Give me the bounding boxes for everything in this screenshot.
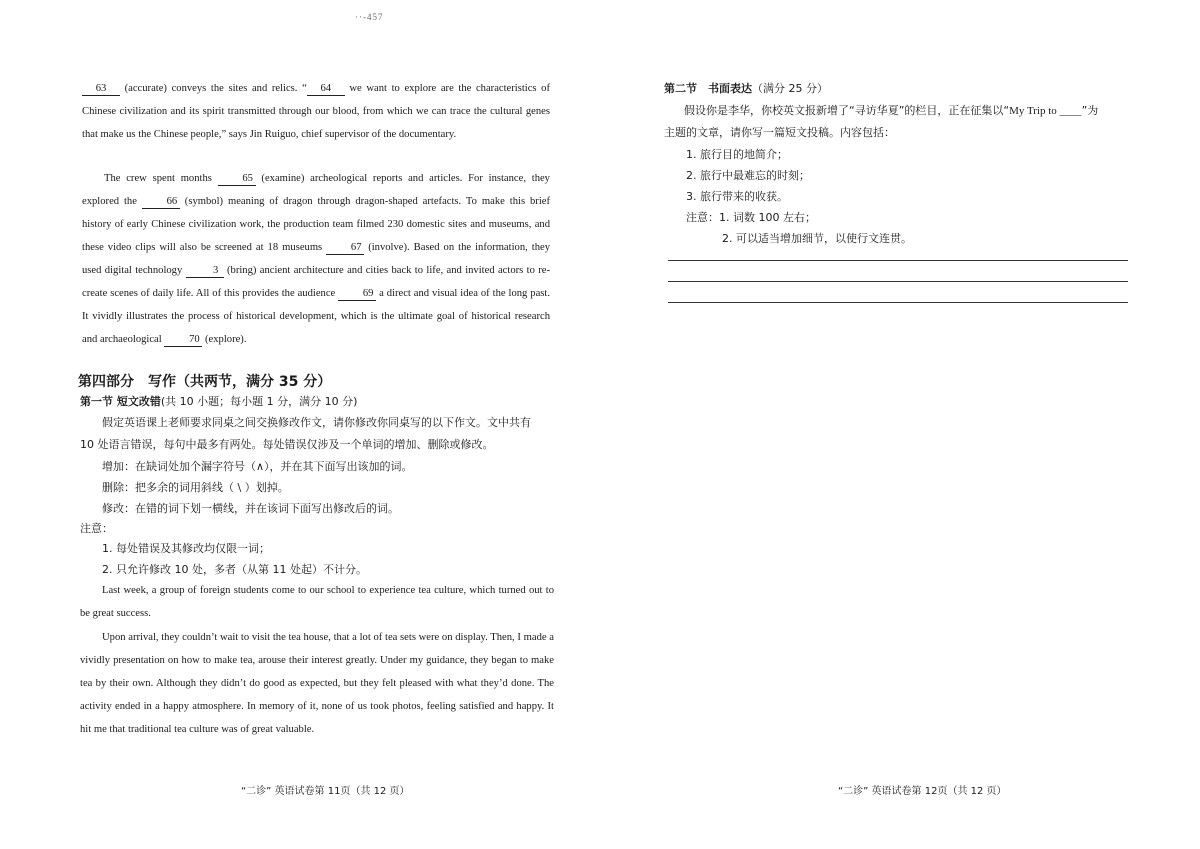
blank-70: 70 — [164, 334, 202, 347]
blank-66: 66 — [142, 196, 180, 209]
writing-note-2: 2. 可以适当增加细节，以使行文连贯。 — [722, 232, 912, 245]
section1-intro-line2: 10 处语言错误，每句中最多有两处。每处错误仅涉及一个单词的增加、删除或修改。 — [80, 438, 494, 451]
passage-paragraph-1: 63 (accurate) conveys the sites and relics. “ 64 we want to explore are the characteristics of Chinese civilization and its spirit transmitted through our blood, from which we can trace the cultural genes that make us the Chinese people,” says Jin Ruiguo, chief supervisor of the documentary. — [82, 83, 551, 140]
rule-add: 增加：在缺词处加个漏字符号（∧），并在其下面写出该加的词。 — [102, 460, 413, 473]
essay-paragraph-1: Last week, a group of foreign students come to our school to experience tea culture, which turned out to be great success. — [80, 585, 554, 619]
note-2: 2. 只允许修改 10 处，多者（从第 11 处起）不计分。 — [102, 563, 367, 576]
blank-68: 3 — [186, 265, 224, 278]
content-item-3: 3. 旅行带来的收获。 — [686, 190, 788, 203]
section2-title: 第二节 书面表达（满分 25 分） — [664, 82, 828, 95]
content-item-1: 1. 旅行目的地简介； — [686, 148, 788, 161]
section2-intro-line2: 主题的文章，请你写一篇短文投稿。内容包括： — [664, 126, 895, 139]
top-page-mark: ··-457 — [355, 12, 384, 22]
blank-65: 65 — [218, 173, 256, 186]
content-item-2: 2. 旅行中最难忘的时刻； — [686, 169, 810, 182]
answer-line-3 — [668, 302, 1128, 303]
blank-69: 69 — [338, 288, 376, 301]
passage-paragraph-2: The crew spent months 65 (examine) archeological reports and articles. For instance, they explored the 66 (symbol) meaning of dragon through dragon-shaped artefacts. To make this brief history of early Chinese civilization work, the production team filmed 230 domestic sites and museums, and these video clips will also be screened at 18 museums 67 (involve). Based on the information, they used digital technology 3 (bring) ancient architecture and cities back to life, and invited actors to re-create scenes of daily life. All of this provides the audience 69 a direct and visual idea of the long past. It vividly illustrates the process of historical development, which is the ultimate goal of historical research and archaeological 70 (explore). — [82, 173, 551, 345]
section1-intro-line1: 假定英语课上老师要求同桌之间交换修改作文，请你修改你同桌写的以下作文。文中共有 — [102, 416, 531, 429]
blank-63: 63 — [82, 83, 120, 96]
right-page — [600, 0, 1200, 849]
answer-line-2 — [668, 281, 1128, 282]
essay-paragraph-2: Upon arrival, they couldn’t wait to visit the tea house, that a lot of tea sets were on display. Then, I made a vividly presentation on how to make tea, arouse their interest greatly. Under my guidance, they began to make tea by their own. Although they didn’t do good as expected, but they felt pleased with what they’d done. The activity ended in a happy atmosphere. In memory of it, none of us took photos, feeling satisfied and happy. It hit me that traditional tea culture was of great valuable. — [80, 632, 554, 735]
section2-intro-line1: 假设你是李华，你校英文报新增了“寻访华夏”的栏目，正在征集以“My Trip to ____”为 — [684, 104, 1099, 117]
right-footer: “二诊” 英语试卷第 12页（共 12 页） — [838, 786, 1007, 797]
blank-67: 67 — [326, 242, 364, 255]
rule-modify: 修改：在错的词下划一横线，并在该词下面写出修改后的词。 — [102, 502, 399, 515]
blank-64: 64 — [307, 83, 345, 96]
note-label: 注意： — [80, 522, 113, 535]
answer-line-1 — [668, 260, 1128, 261]
note-1: 1. 每处错误及其修改均仅限一词； — [102, 542, 270, 555]
section1-title: 第一节 短文改错(共 10 小题；每小题 1 分，满分 10 分) — [80, 395, 358, 408]
writing-note-1: 注意：1. 词数 100 左右； — [686, 211, 816, 224]
rule-delete: 删除：把多余的词用斜线（ \ ）划掉。 — [102, 481, 289, 494]
left-footer: “二诊” 英语试卷第 11页（共 12 页） — [241, 786, 410, 797]
part4-title: 第四部分 写作（共两节，满分 35 分） — [78, 374, 332, 390]
